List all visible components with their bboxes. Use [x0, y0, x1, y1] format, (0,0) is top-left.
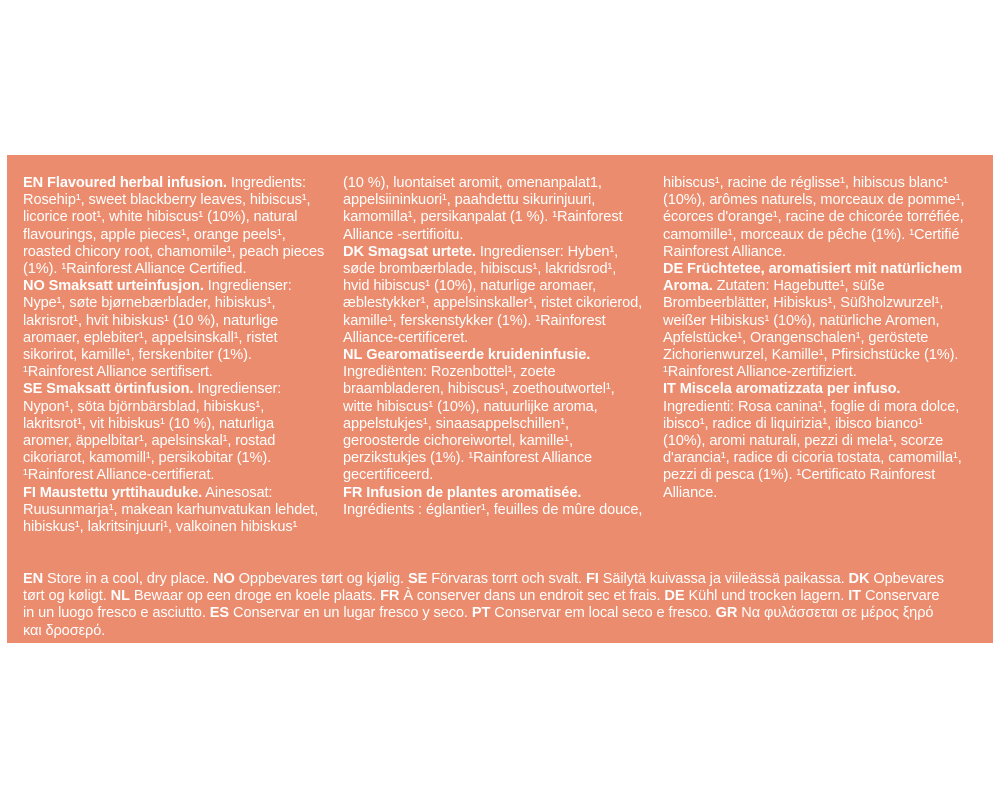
block-heading: Smaksatt örtinfusion. [46, 381, 194, 398]
block-text: (10 %), luontaiset aromit, omenanpalat1, appelsiininkuori¹, paahdettu sikurinjuuri, kamomilla¹, persikanpalat (1 %). ¹Rainforest Alliance -sertifioitu. [343, 175, 623, 243]
block-text: Ingrédients : églantier¹, feuilles de mûre douce, [343, 501, 643, 518]
lang-code: IT [663, 381, 676, 398]
storage-text: Opbevares tørt og køligt. [23, 571, 944, 605]
lang-code: NO [23, 278, 45, 295]
block-heading: Gearomatiseerde kruideninfusie. [366, 347, 591, 364]
block-text: Ingredienser: Nypon¹, söta björnbärsblad, hibiskus¹, lakritsrot¹, vit hibiskus¹ (10 %), naturliga aromer, äppelbitar¹, apelsinskal¹, rostad cikoriarot, kamomill¹, persikobitar (1%). ¹Rainforest Alliance-certifierat. [23, 381, 282, 484]
ingredients-column-1 [23, 175, 325, 555]
ingredients-label-panel [7, 155, 993, 643]
lang-code: SE [23, 381, 43, 398]
block-heading: Smagsat urtete. [367, 243, 476, 260]
lang-code: FI [23, 484, 36, 501]
block-heading: Früchtetee, aromatisiert mit natürlichem Aroma. [663, 261, 963, 295]
ingredient-block-fi-continued [343, 175, 645, 244]
storage-text: Conservar en un lugar fresco y seco. [233, 605, 468, 622]
lang-code: DK [848, 571, 870, 587]
storage-text: Säilytä kuivassa ja viileässä paikassa. [602, 571, 845, 587]
block-heading: Infusion de plantes aromatisée. [366, 484, 582, 501]
ingredient-block-fi [23, 485, 325, 537]
block-text: Ingredients: Rosehip¹, sweet blackberry leaves, hibiscus¹, licorice root¹, white hibiscus¹ (10%), natural flavourings, apple pieces¹, orange peels¹, roasted chicory root, chamomile¹, peach pieces (1%). ¹Rainforest Alliance Certified. [23, 175, 325, 278]
lang-code: NL [343, 347, 363, 364]
block-heading: Maustettu yrttihauduke. [39, 484, 203, 501]
ingredient-block-it [663, 381, 965, 501]
ingredient-block-fr-continued [663, 175, 965, 261]
lang-code: GR [715, 605, 738, 622]
lang-code: NO [213, 571, 235, 587]
ingredient-block-nl [343, 347, 645, 485]
block-text: Ingredienti: Rosa canina¹, foglie di mora dolce, ibisco¹, radice di liquirizia¹, ibisco bianco¹ (10%), aromi naturali, pezzi di mela¹, scorze d'arancia¹, radice di cicoria tostata, camomilla¹, pezzi di pesca (1%). ¹Certificato Rainforest Alliance. [663, 398, 962, 501]
lang-code: EN [23, 175, 44, 191]
block-heading: Smaksatt urteinfusjon. [48, 278, 204, 295]
lang-code: DK [343, 243, 364, 260]
block-text: Ingredienser: Nype¹, søte bjørnebærblader, hibiskus¹, lakrisrot¹, hvit hibiskus¹ (10 %), naturlige aromaer, eplebiter¹, appelsinskall¹, ristet sikorirot, kamille¹, ferskenbiter (1%). ¹Rainforest Alliance sertifisert. [23, 278, 292, 381]
block-text: Ingredienser: Hyben¹, søde brombærblade, hibiscus¹, lakridsrod¹, hvid hibiscus¹ (10%), naturlige aromaer, æblestykker¹, appelsinskaller¹, ristet cikorierod, kamille¹, ferskenstykker (1%). ¹Rainforest Alliance-certificeret. [343, 243, 643, 346]
ingredient-block-dk [343, 244, 645, 347]
storage-text: Oppbevares tørt og kjølig. [238, 571, 404, 587]
lang-code: DE [663, 261, 684, 278]
lang-code: FR [343, 484, 363, 501]
lang-code: DE [664, 588, 685, 605]
ingredients-column-2 [343, 175, 645, 555]
storage-text: À conserver dans un endroit sec et frais. [403, 588, 661, 605]
ingredients-columns [23, 175, 983, 555]
storage-instructions [23, 571, 953, 640]
lang-code: NL [110, 588, 130, 605]
block-heading: Flavoured herbal infusion. [47, 175, 227, 191]
ingredient-block-fr [343, 485, 645, 519]
lang-code: FR [380, 588, 400, 605]
ingredients-column-3 [663, 175, 965, 555]
lang-code: PT [471, 605, 491, 622]
block-heading: Miscela aromatizzata per infuso. [679, 381, 901, 398]
lang-code: SE [407, 571, 428, 587]
block-text: Zutaten: Hagebutte¹, süße Brombeerblätter, Hibiskus¹, Süßholzwurzel¹, weißer Hibiskus¹ (10%), natürliche Aromen, Apfelstücke¹, Orangenschalen¹, geröstete Zichorienwurzel, Kamille¹, Pfirsichstücke (1%). ¹Rainforest Alliance-zertifiziert. [663, 278, 959, 381]
ingredient-block-se [23, 381, 325, 484]
ingredient-block-en [23, 175, 325, 278]
ingredient-block-de [663, 261, 965, 381]
storage-text: Να φυλάσσεται σε μέρος ξηρό και δροσερό. [23, 605, 934, 639]
lang-code: ES [209, 605, 230, 622]
lang-code: EN [23, 571, 44, 587]
block-text: hibiscus¹, racine de réglisse¹, hibiscus blanc¹ (10%), arômes naturels, morceaux de pomme¹, écorces d'orange¹, racine de chicorée torréfiée, camomille¹, morceaux de pêche (1%). ¹Certifié Rainforest Alliance. [663, 175, 965, 260]
lang-code: IT [848, 588, 861, 605]
lang-code: FI [585, 571, 599, 587]
storage-text: Store in a cool, dry place. [47, 571, 210, 587]
storage-text: Förvaras torrt och svalt. [431, 571, 582, 587]
storage-text: Conservar em local seco e fresco. [494, 605, 712, 622]
storage-text: Kühl und trocken lagern. [688, 588, 845, 605]
ingredient-block-no [23, 278, 325, 381]
storage-text: Bewaar op een droge en koele plaats. [133, 588, 377, 605]
block-text: Ingrediënten: Rozenbottel¹, zoete braambladeren, hibiscus¹, zoethoutwortel¹, witte hibiscus¹ (10%), natuurlijke aroma, appelstukjes¹, sinaasappelschillen¹, geroosterde cichoreiwortel, kamille¹, perzikstukjes (1%). ¹Rainforest Alliance gecertificeerd. [343, 364, 615, 484]
storage-text: Conservare in un luogo fresco e asciutto. [23, 588, 940, 622]
block-text: Ainesosat: Ruusunmarja¹, makean karhunvatukan lehdet, hibiskus¹, lakritsinjuuri¹, valkoinen hibiskus¹ [23, 484, 319, 536]
